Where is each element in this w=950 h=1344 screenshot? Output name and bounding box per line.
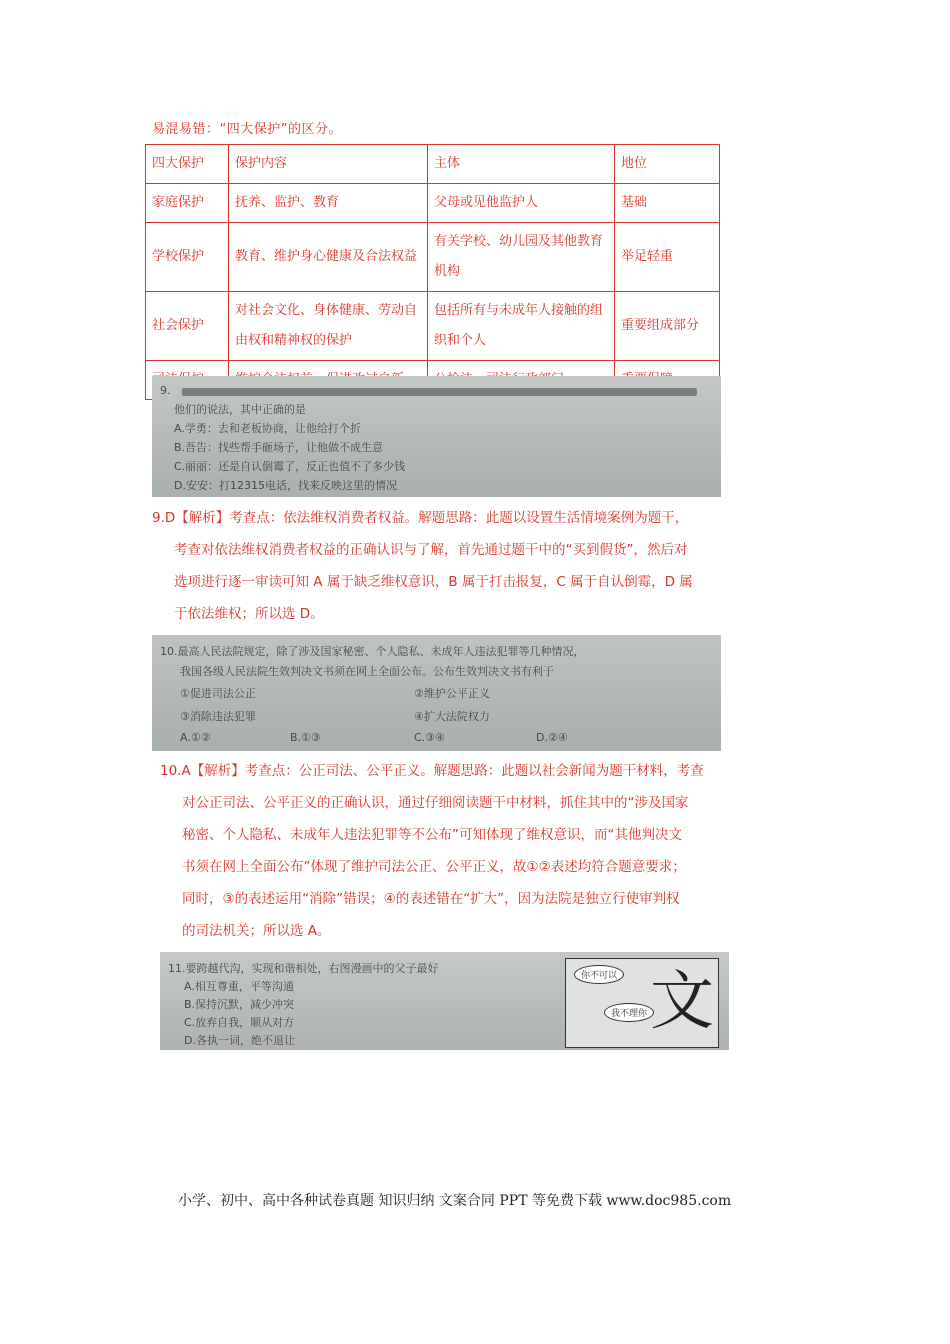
table-cell: 有关学校、幼儿园及其他教育机构: [428, 223, 615, 292]
analysis-line: 9.D【解析】考查点：依法维权消费者权益。解题思路：此题以设置生活情境案例为题干，: [152, 510, 689, 526]
scan-text: 11.要跨越代沟，实现和谐相处，右图漫画中的父子最好: [168, 962, 439, 975]
speech-bubble: 我不理你: [604, 1003, 654, 1022]
scan-text: A.相互尊重，平等沟通: [184, 980, 294, 993]
question-10-scan: [152, 635, 721, 751]
table-cell: 举足轻重: [615, 223, 720, 292]
answer-10-analysis: [160, 755, 740, 947]
scan-text: 9.: [160, 384, 171, 397]
scan-text: C.③④: [414, 731, 445, 744]
analysis-line: 10.A【解析】考查点：公正司法、公平正义。解题思路：此题以社会新闻为题干材料，考查: [160, 763, 704, 779]
table-header-row: [146, 145, 720, 184]
scan-text: B.吾告：找些帮手砸场子，让他做不成生意: [174, 441, 384, 454]
table-row: [146, 184, 720, 223]
header-cell: 地位: [615, 145, 720, 184]
protection-table: [145, 144, 720, 400]
scan-text: C.丽丽：还是自认倒霉了，反正也值不了多少钱: [174, 460, 406, 473]
analysis-line: 秘密、个人隐私、未成年人违法犯罪等不公布”可知体现了维权意识，而“其他判决文: [182, 827, 682, 843]
analysis-line: 选项进行逐一审读可知 A 属于缺乏维权意识，B 属于打击报复，C 属于自认倒霉，D 属: [174, 574, 693, 590]
header-cell: 主体: [428, 145, 615, 184]
table-row: [146, 223, 720, 292]
table-cell: 教育、维护身心健康及合法权益: [229, 223, 428, 292]
table-row: [146, 292, 720, 361]
scan-text: A.学勇：去和老板协商，让他给打个折: [174, 422, 361, 435]
table-cell: 重要组成部分: [615, 292, 720, 361]
header-cell: 保护内容: [229, 145, 428, 184]
cartoon-panel: [565, 958, 719, 1048]
question-9-scan: [152, 376, 721, 497]
table-cell: 包括所有与未成年人接触的组织和个人: [428, 292, 615, 361]
scan-text: ②维护公平正义: [414, 687, 490, 700]
scan-text: C.放弃自我，顺从对方: [184, 1016, 295, 1029]
answer-9-analysis: [152, 502, 732, 630]
table-cell: 对社会文化、身体健康、劳动自由权和精神权的保护: [229, 292, 428, 361]
analysis-line: 同时，③的表述运用“消除”错误；④的表述错在“扩大”，因为法院是独立行使审判权: [182, 891, 680, 907]
note-title: 易混易错：“四大保护”的区分。: [152, 122, 342, 137]
scan-text: 10.最高人民法院规定，除了涉及国家秘密、个人隐私、未成年人违法犯罪等几种情况，: [160, 645, 585, 658]
table-cell: 基础: [615, 184, 720, 223]
scan-text: A.①②: [180, 731, 211, 744]
analysis-line: 于依法维权；所以选 D。: [174, 606, 324, 622]
question-11-scan: [160, 952, 729, 1050]
analysis-line: 书须在网上全面公布”体现了维护司法公正、公平正义，故①②表述均符合题意要求；: [182, 859, 686, 875]
cartoon-character: 文: [650, 965, 714, 1039]
table-cell: 抚养、监护、教育: [229, 184, 428, 223]
scan-text: B.①③: [290, 731, 321, 744]
table-cell: 家庭保护: [146, 184, 229, 223]
speech-bubble: 你不可以: [574, 965, 624, 984]
table-cell: 父母或见他监护人: [428, 184, 615, 223]
page-footer: 小学、初中、高中各种试卷真题 知识归纳 文案合同 PPT 等免费下载 www.doc985.com: [178, 1193, 732, 1209]
scan-text: ①促进司法公正: [180, 687, 256, 700]
scan-text: 他们的说法，其中正确的是: [174, 403, 306, 416]
scan-text: B.保持沉默，减少冲突: [184, 998, 295, 1011]
scan-text: ④扩大法院权力: [414, 710, 490, 723]
analysis-line: 对公正司法、公平正义的正确认识，通过仔细阅读题干中材料，抓住其中的“涉及国家: [182, 795, 689, 811]
table-cell: 学校保护: [146, 223, 229, 292]
scan-text: D.②④: [536, 731, 568, 744]
analysis-line: 的司法机关；所以选 A。: [182, 923, 331, 939]
analysis-line: 考查对依法维权消费者权益的正确认识与了解，首先通过题干中的“买到假货”，然后对: [174, 542, 688, 558]
scan-text: D.各执一词，绝不退让: [184, 1034, 295, 1047]
scan-text: 我国各级人民法院生效判决文书须在网上全面公布。公布生效判决文书有利于: [180, 665, 554, 678]
table-cell: 社会保护: [146, 292, 229, 361]
scan-text: ③消除违法犯罪: [180, 710, 256, 723]
header-cell: 四大保护: [146, 145, 229, 184]
scan-text: D.安安：打12315电话，找来反映这里的情况: [174, 479, 397, 492]
